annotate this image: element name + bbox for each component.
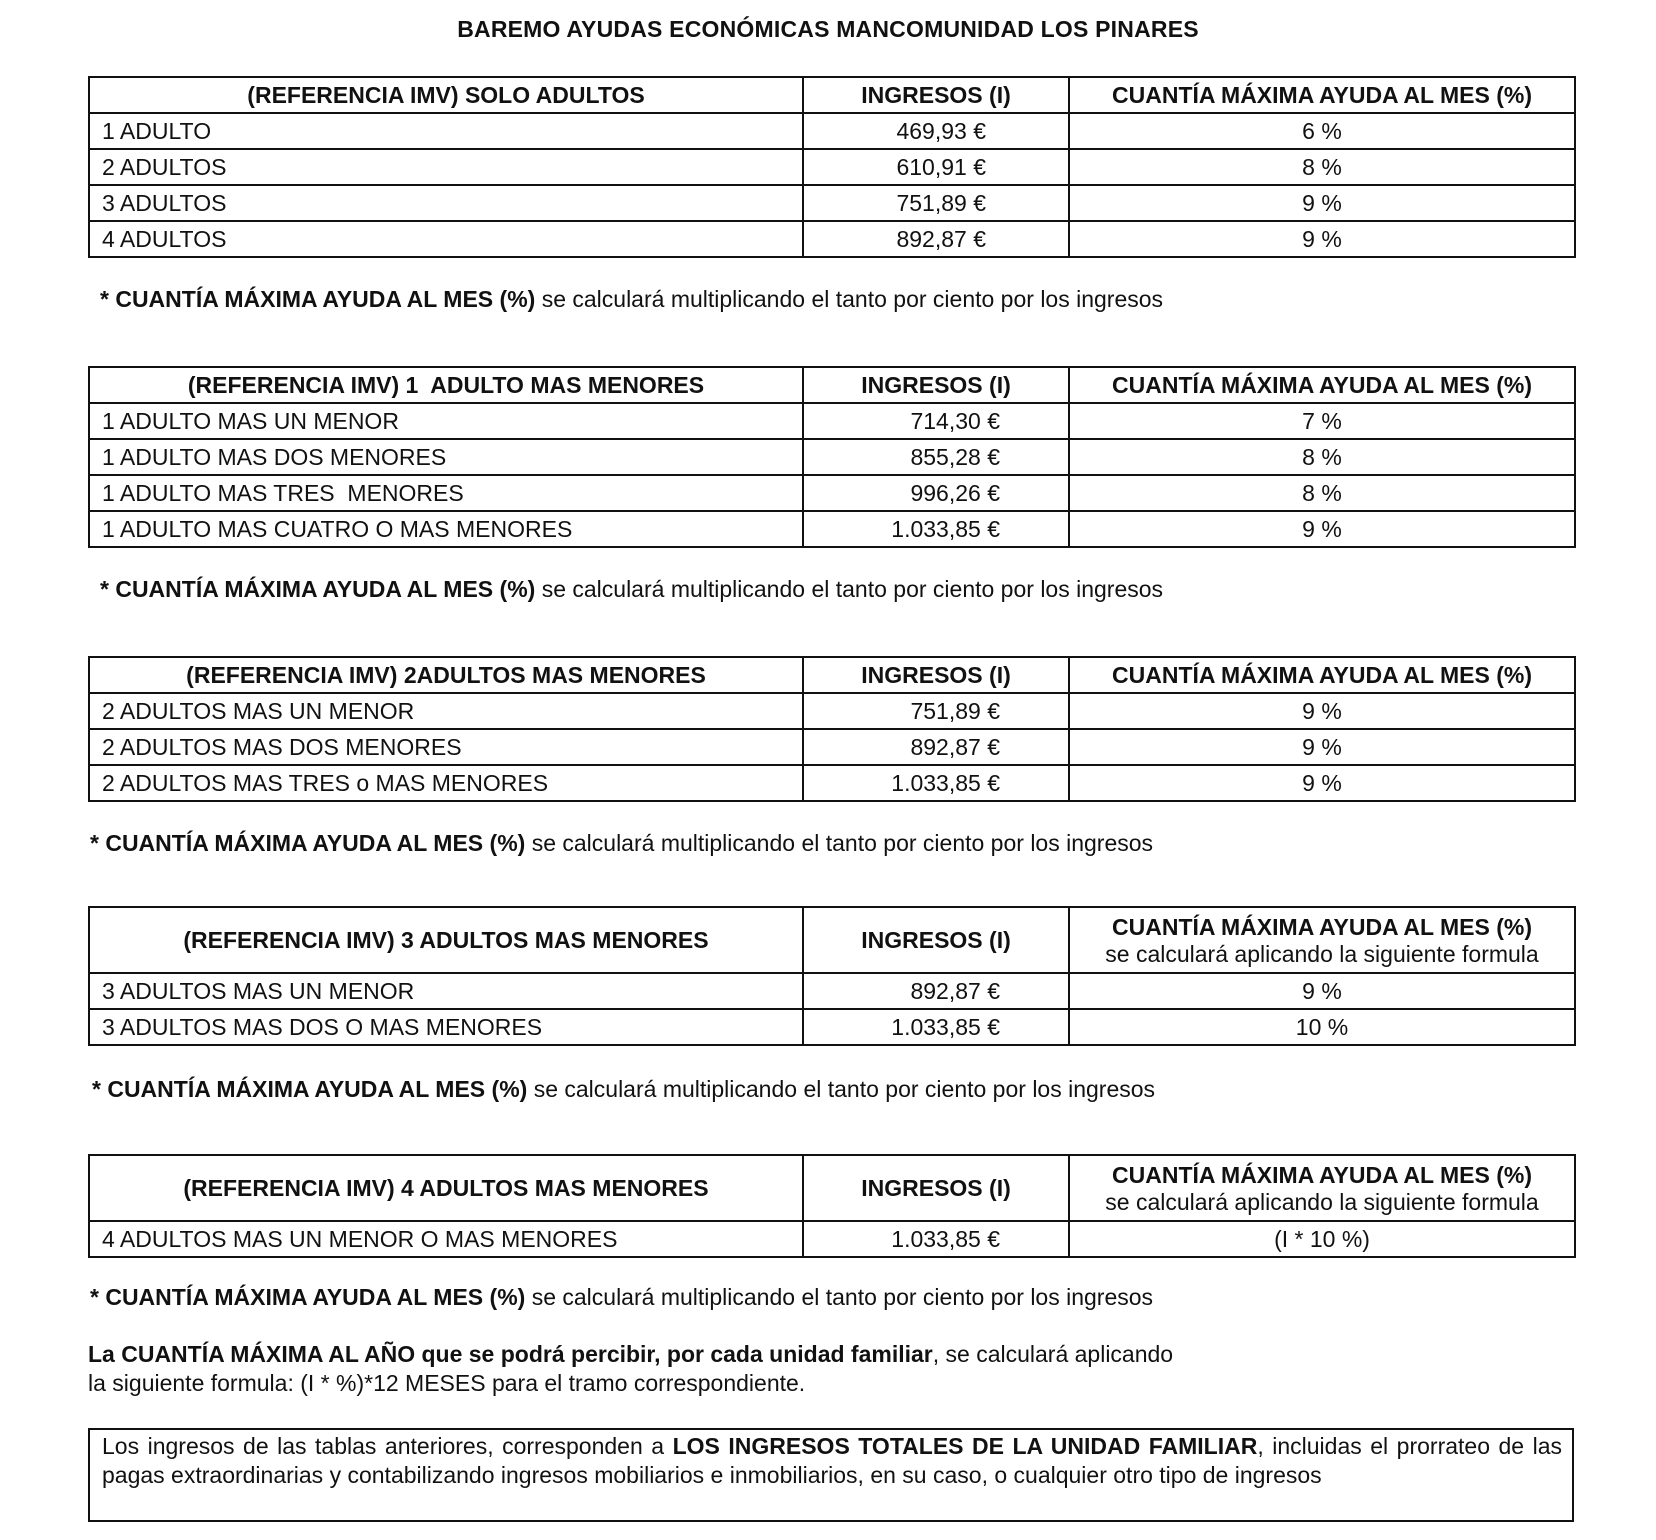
- table-row: [89, 113, 1575, 149]
- footer-text-bold: LOS INGRESOS TOTALES DE LA UNIDAD FAMILIAR: [672, 1433, 1258, 1459]
- row-percentage: 7 %: [1069, 403, 1575, 439]
- note-bold: * CUANTÍA MÁXIMA AYUDA AL MES (%): [92, 1076, 528, 1102]
- row-percentage: 8 %: [1069, 475, 1575, 511]
- row-income: 751,89 €: [803, 693, 1069, 729]
- row-label: 1 ADULTO MAS TRES MENORES: [89, 475, 803, 511]
- column-header-income: INGRESOS (I): [803, 907, 1069, 973]
- row-label: 1 ADULTO MAS CUATRO O MAS MENORES: [89, 511, 803, 547]
- table-row: [89, 1221, 1575, 1257]
- row-income: 892,87 €: [803, 221, 1069, 257]
- row-income: 610,91 €: [803, 149, 1069, 185]
- table-row: [89, 693, 1575, 729]
- row-label: 1 ADULTO: [89, 113, 803, 149]
- document-title: BAREMO AYUDAS ECONÓMICAS MANCOMUNIDAD LOS PINARES: [457, 16, 1199, 42]
- row-percentage: 8 %: [1069, 149, 1575, 185]
- row-income: 1.033,85 €: [803, 765, 1069, 801]
- row-income: 469,93 €: [803, 113, 1069, 149]
- note-bold: * CUANTÍA MÁXIMA AYUDA AL MES (%): [100, 576, 536, 602]
- note-text: se calculará multiplicando el tanto por ciento por los ingresos: [535, 576, 1164, 602]
- row-label: 3 ADULTOS: [89, 185, 803, 221]
- table-row: [89, 511, 1575, 547]
- row-percentage: 9 %: [1069, 765, 1575, 801]
- table-row: [89, 1009, 1575, 1045]
- note-text: se calculará multiplicando el tanto por ciento por los ingresos: [525, 1284, 1154, 1310]
- table-solo-adultos: [88, 76, 1576, 258]
- row-percentage: (I * 10 %): [1069, 1221, 1575, 1257]
- row-label: 4 ADULTOS MAS UN MENOR O MAS MENORES: [89, 1221, 803, 1257]
- table-row: [89, 973, 1575, 1009]
- annual-line-1: [88, 1340, 1173, 1369]
- column-header-amount: [1069, 907, 1575, 973]
- row-income: 892,87 €: [803, 729, 1069, 765]
- table-header-row: [89, 907, 1575, 973]
- row-percentage: 9 %: [1069, 973, 1575, 1009]
- table-2-adultos-menores: [88, 656, 1576, 802]
- row-percentage: 9 %: [1069, 693, 1575, 729]
- column-header-amount-subtitle: se calculará aplicando la siguiente formula: [1105, 941, 1539, 967]
- row-percentage: 9 %: [1069, 729, 1575, 765]
- row-label: 2 ADULTOS MAS UN MENOR: [89, 693, 803, 729]
- column-header-reference: (REFERENCIA IMV) 3 ADULTOS MAS MENORES: [89, 907, 803, 973]
- income-definition-box: [88, 1428, 1574, 1522]
- column-header-income: INGRESOS (I): [803, 1155, 1069, 1221]
- row-income: 714,30 €: [803, 403, 1069, 439]
- footer-text-pre: Los ingresos de las tablas anteriores, corresponden a: [102, 1433, 673, 1459]
- column-header-amount-title: CUANTÍA MÁXIMA AYUDA AL MES (%): [1112, 1162, 1532, 1188]
- note-text: se calculará multiplicando el tanto por ciento por los ingresos: [527, 1076, 1156, 1102]
- row-label: 3 ADULTOS MAS UN MENOR: [89, 973, 803, 1009]
- row-income: 855,28 €: [803, 439, 1069, 475]
- row-income: 1.033,85 €: [803, 1009, 1069, 1045]
- row-percentage: 6 %: [1069, 113, 1575, 149]
- annual-text: , se calculará aplicando: [932, 1341, 1174, 1367]
- annual-bold: La CUANTÍA MÁXIMA AL AÑO que se podrá percibir, por cada unidad familiar: [88, 1341, 933, 1367]
- table-row: [89, 729, 1575, 765]
- note-text: se calculará multiplicando el tanto por ciento por los ingresos: [525, 830, 1154, 856]
- note-bold: * CUANTÍA MÁXIMA AYUDA AL MES (%): [90, 1284, 526, 1310]
- calculation-note: [100, 576, 1163, 603]
- table-4-adultos-menores: [88, 1154, 1576, 1258]
- row-percentage: 9 %: [1069, 511, 1575, 547]
- column-header-amount: [1069, 1155, 1575, 1221]
- row-income: 892,87 €: [803, 973, 1069, 1009]
- column-header-income: INGRESOS (I): [803, 657, 1069, 693]
- row-label: 4 ADULTOS: [89, 221, 803, 257]
- row-label: 2 ADULTOS MAS DOS MENORES: [89, 729, 803, 765]
- column-header-amount: CUANTÍA MÁXIMA AYUDA AL MES (%): [1069, 367, 1575, 403]
- row-income: 1.033,85 €: [803, 511, 1069, 547]
- table-row: [89, 221, 1575, 257]
- column-header-reference: (REFERENCIA IMV) SOLO ADULTOS: [89, 77, 803, 113]
- row-label: 3 ADULTOS MAS DOS O MAS MENORES: [89, 1009, 803, 1045]
- table-3-adultos-menores: [88, 906, 1576, 1046]
- column-header-amount: CUANTÍA MÁXIMA AYUDA AL MES (%): [1069, 657, 1575, 693]
- calculation-note: [90, 1284, 1153, 1311]
- table-header-row: [89, 367, 1575, 403]
- table-row: [89, 765, 1575, 801]
- column-header-reference: (REFERENCIA IMV) 4 ADULTOS MAS MENORES: [89, 1155, 803, 1221]
- column-header-amount-title: CUANTÍA MÁXIMA AYUDA AL MES (%): [1112, 914, 1532, 940]
- table-row: [89, 403, 1575, 439]
- row-income: 751,89 €: [803, 185, 1069, 221]
- footer-text-post: , incluidas el prorrateo de las pagas extraordinarias y contabilizando ingresos mobiliarios e inmobiliarios, en su caso, o cualquier otro tipo de ingresos: [102, 1433, 1562, 1488]
- column-header-income: INGRESOS (I): [803, 367, 1069, 403]
- row-percentage: 10 %: [1069, 1009, 1575, 1045]
- table-header-row: [89, 1155, 1575, 1221]
- table-row: [89, 149, 1575, 185]
- column-header-income: INGRESOS (I): [803, 77, 1069, 113]
- row-label: 2 ADULTOS MAS TRES o MAS MENORES: [89, 765, 803, 801]
- table-row: [89, 185, 1575, 221]
- column-header-reference: (REFERENCIA IMV) 2ADULTOS MAS MENORES: [89, 657, 803, 693]
- column-header-reference: (REFERENCIA IMV) 1 ADULTO MAS MENORES: [89, 367, 803, 403]
- column-header-amount: CUANTÍA MÁXIMA AYUDA AL MES (%): [1069, 77, 1575, 113]
- calculation-note: [92, 1076, 1155, 1103]
- note-bold: * CUANTÍA MÁXIMA AYUDA AL MES (%): [90, 830, 526, 856]
- row-label: 1 ADULTO MAS DOS MENORES: [89, 439, 803, 475]
- table-1-adulto-menores: [88, 366, 1576, 548]
- row-percentage: 9 %: [1069, 185, 1575, 221]
- table-row: [89, 439, 1575, 475]
- table-header-row: [89, 657, 1575, 693]
- row-income: 1.033,85 €: [803, 1221, 1069, 1257]
- annual-amount-paragraph: [88, 1340, 1173, 1398]
- row-percentage: 8 %: [1069, 439, 1575, 475]
- column-header-amount-subtitle: se calculará aplicando la siguiente formula: [1105, 1189, 1539, 1215]
- note-bold: * CUANTÍA MÁXIMA AYUDA AL MES (%): [100, 286, 536, 312]
- row-label: 2 ADULTOS: [89, 149, 803, 185]
- calculation-note: [90, 830, 1153, 857]
- row-income: 996,26 €: [803, 475, 1069, 511]
- calculation-note: [100, 286, 1163, 313]
- row-percentage: 9 %: [1069, 221, 1575, 257]
- annual-line-2: la siguiente formula: (I * %)*12 MESES para el tramo correspondiente.: [88, 1370, 806, 1396]
- note-text: se calculará multiplicando el tanto por ciento por los ingresos: [535, 286, 1164, 312]
- table-header-row: [89, 77, 1575, 113]
- table-row: [89, 475, 1575, 511]
- row-label: 1 ADULTO MAS UN MENOR: [89, 403, 803, 439]
